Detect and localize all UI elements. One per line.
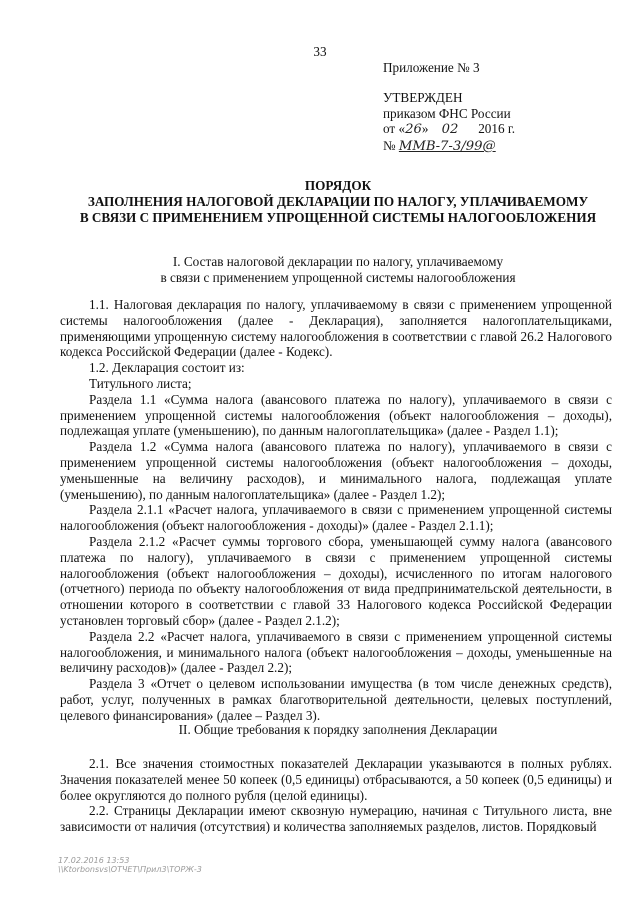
- paragraph: Раздела 3 «Отчет о целевом использовании имущества (в том числе денежных средств), работ, услуг, полученных в рамках благотворительной деятельности, целевых поступлений, целевого финансирования» (далее – Раздел 3).: [60, 676, 612, 723]
- section-2-heading: II. Общие требования к порядку заполнения Декларации: [178, 722, 498, 737]
- handwritten-number: ММВ-7-3/99@: [398, 139, 496, 155]
- paragraph: Титульного листа;: [89, 375, 192, 391]
- number-prefix: №: [383, 138, 396, 154]
- appendix-label: Приложение № 3: [383, 60, 480, 75]
- approval-stamp: [383, 60, 613, 155]
- footer-path: \\Ktorbonsvs\ОТЧЕТ\Прил3\ТОРЖ-3: [58, 865, 202, 874]
- order-date: [383, 121, 613, 138]
- section-2-body: [60, 756, 612, 835]
- document-title: [60, 178, 616, 225]
- paragraph: 2.2. Страницы Декларации имеют сквозную нумерацию, начиная с Титульного листа, вне зависимости от наличия (отсутствия) и количества заполняемых разделов, листов. Порядковый: [60, 803, 612, 835]
- date-mid: »: [421, 121, 429, 137]
- paragraph: Раздела 2.2 «Расчет налога, уплачиваемого в связи с применением упрощенной системы налогообложения, и минимального налога (объект налогообложения – доходы, уменьшенные на величину расходов)» (далее - Раздел 2.2);: [60, 628, 612, 676]
- footer-timestamp: 17.02.2016 13:53: [58, 856, 130, 865]
- paragraph: 1.2. Декларация состоит из:: [89, 360, 245, 376]
- order-number: [383, 138, 613, 155]
- title-line-1: ПОРЯДОК: [304, 178, 372, 193]
- section-1-heading: [60, 254, 616, 286]
- paragraph: 1.1. Налоговая декларация по налогу, уплачиваемому в связи с применением упрощенной системы налогообложения (далее - Декларация), заполняется налогоплательщиками, применяющими упрощенную систему налогообложения в соответствии с главой 26.2 Налогового кодекса Российской Федерации (далее - Кодекс).: [60, 297, 612, 360]
- title-line-3: В СВЯЗИ С ПРИМЕНЕНИЕМ УПРОЩЕННОЙ СИСТЕМЫ НАЛОГООБЛОЖЕНИЯ: [79, 209, 597, 225]
- title-line-2: ЗАПОЛНЕНИЯ НАЛОГОВОЙ ДЕКЛАРАЦИИ ПО НАЛОГУ, УПЛАЧИВАЕМОМУ: [87, 193, 589, 209]
- paragraph: Раздела 2.1.2 «Расчет суммы торгового сбора, уменьшающей сумму налога (авансового платежа по налогу), уплачиваемого в связи с применением упрощенной системы налогообложения (объект налогообложения – доходы), исчисленного по итогам налогового (отчетного) периода по объекту налогообложения от вида предпринимательской деятельности, в отношении которого в соответствии с главой 33 Налогового кодекса Российской Федерации установлен торговый сбор» (далее - Раздел 2.1.2);: [60, 533, 612, 628]
- paragraph: 2.1. Все значения стоимостных показателей Декларации указываются в полных рублях. Значения показателей менее 50 копеек (0,5 единицы) отбрасываются, а 50 копеек (0,5 единицы) и более округляются до полного рубля (целой единицы).: [60, 756, 612, 803]
- order-label: приказом ФНС России: [383, 105, 511, 121]
- handwritten-day: 26: [405, 122, 422, 138]
- order-year: 2016 г.: [478, 121, 516, 137]
- paragraph: Раздела 2.1.1 «Расчет налога, уплачиваемого в связи с применением упрощенной системы налогообложения (объект налогообложения - доходы)» (далее - Раздел 2.1.1);: [60, 502, 612, 534]
- section-1-heading-line-2: в связи с применением упрощенной системы налогообложения: [160, 269, 516, 285]
- paragraph: Раздела 1.2 «Сумма налога (авансового платежа по налогу), уплачиваемого в связи с применением упрощенной системы налогообложения (объект налогообложения – доходы, уменьшенные на величину расходов), и минимального налога, подлежащая уплате (уменьшению), по данным налогоплательщика» (далее - Раздел 1.2);: [60, 439, 612, 502]
- handwritten-month: 02: [441, 122, 459, 138]
- section-1-body: [60, 297, 612, 724]
- approved-label: УТВЕРЖДЕН: [383, 89, 463, 105]
- section-1-heading-line-1: I. Состав налоговой декларации по налогу, уплачиваемому: [172, 254, 504, 269]
- page-number: 33: [313, 44, 327, 59]
- print-footer: [58, 856, 202, 874]
- date-prefix: от «: [383, 121, 406, 137]
- paragraph: Раздела 1.1 «Сумма налога (авансового платежа по налогу), уплачиваемого в связи с применением упрощенной системы налогообложения (объект налогообложения – доходы), подлежащая уплате (уменьшению), по данным налогоплательщика» (далее - Раздел 1.1);: [60, 391, 612, 439]
